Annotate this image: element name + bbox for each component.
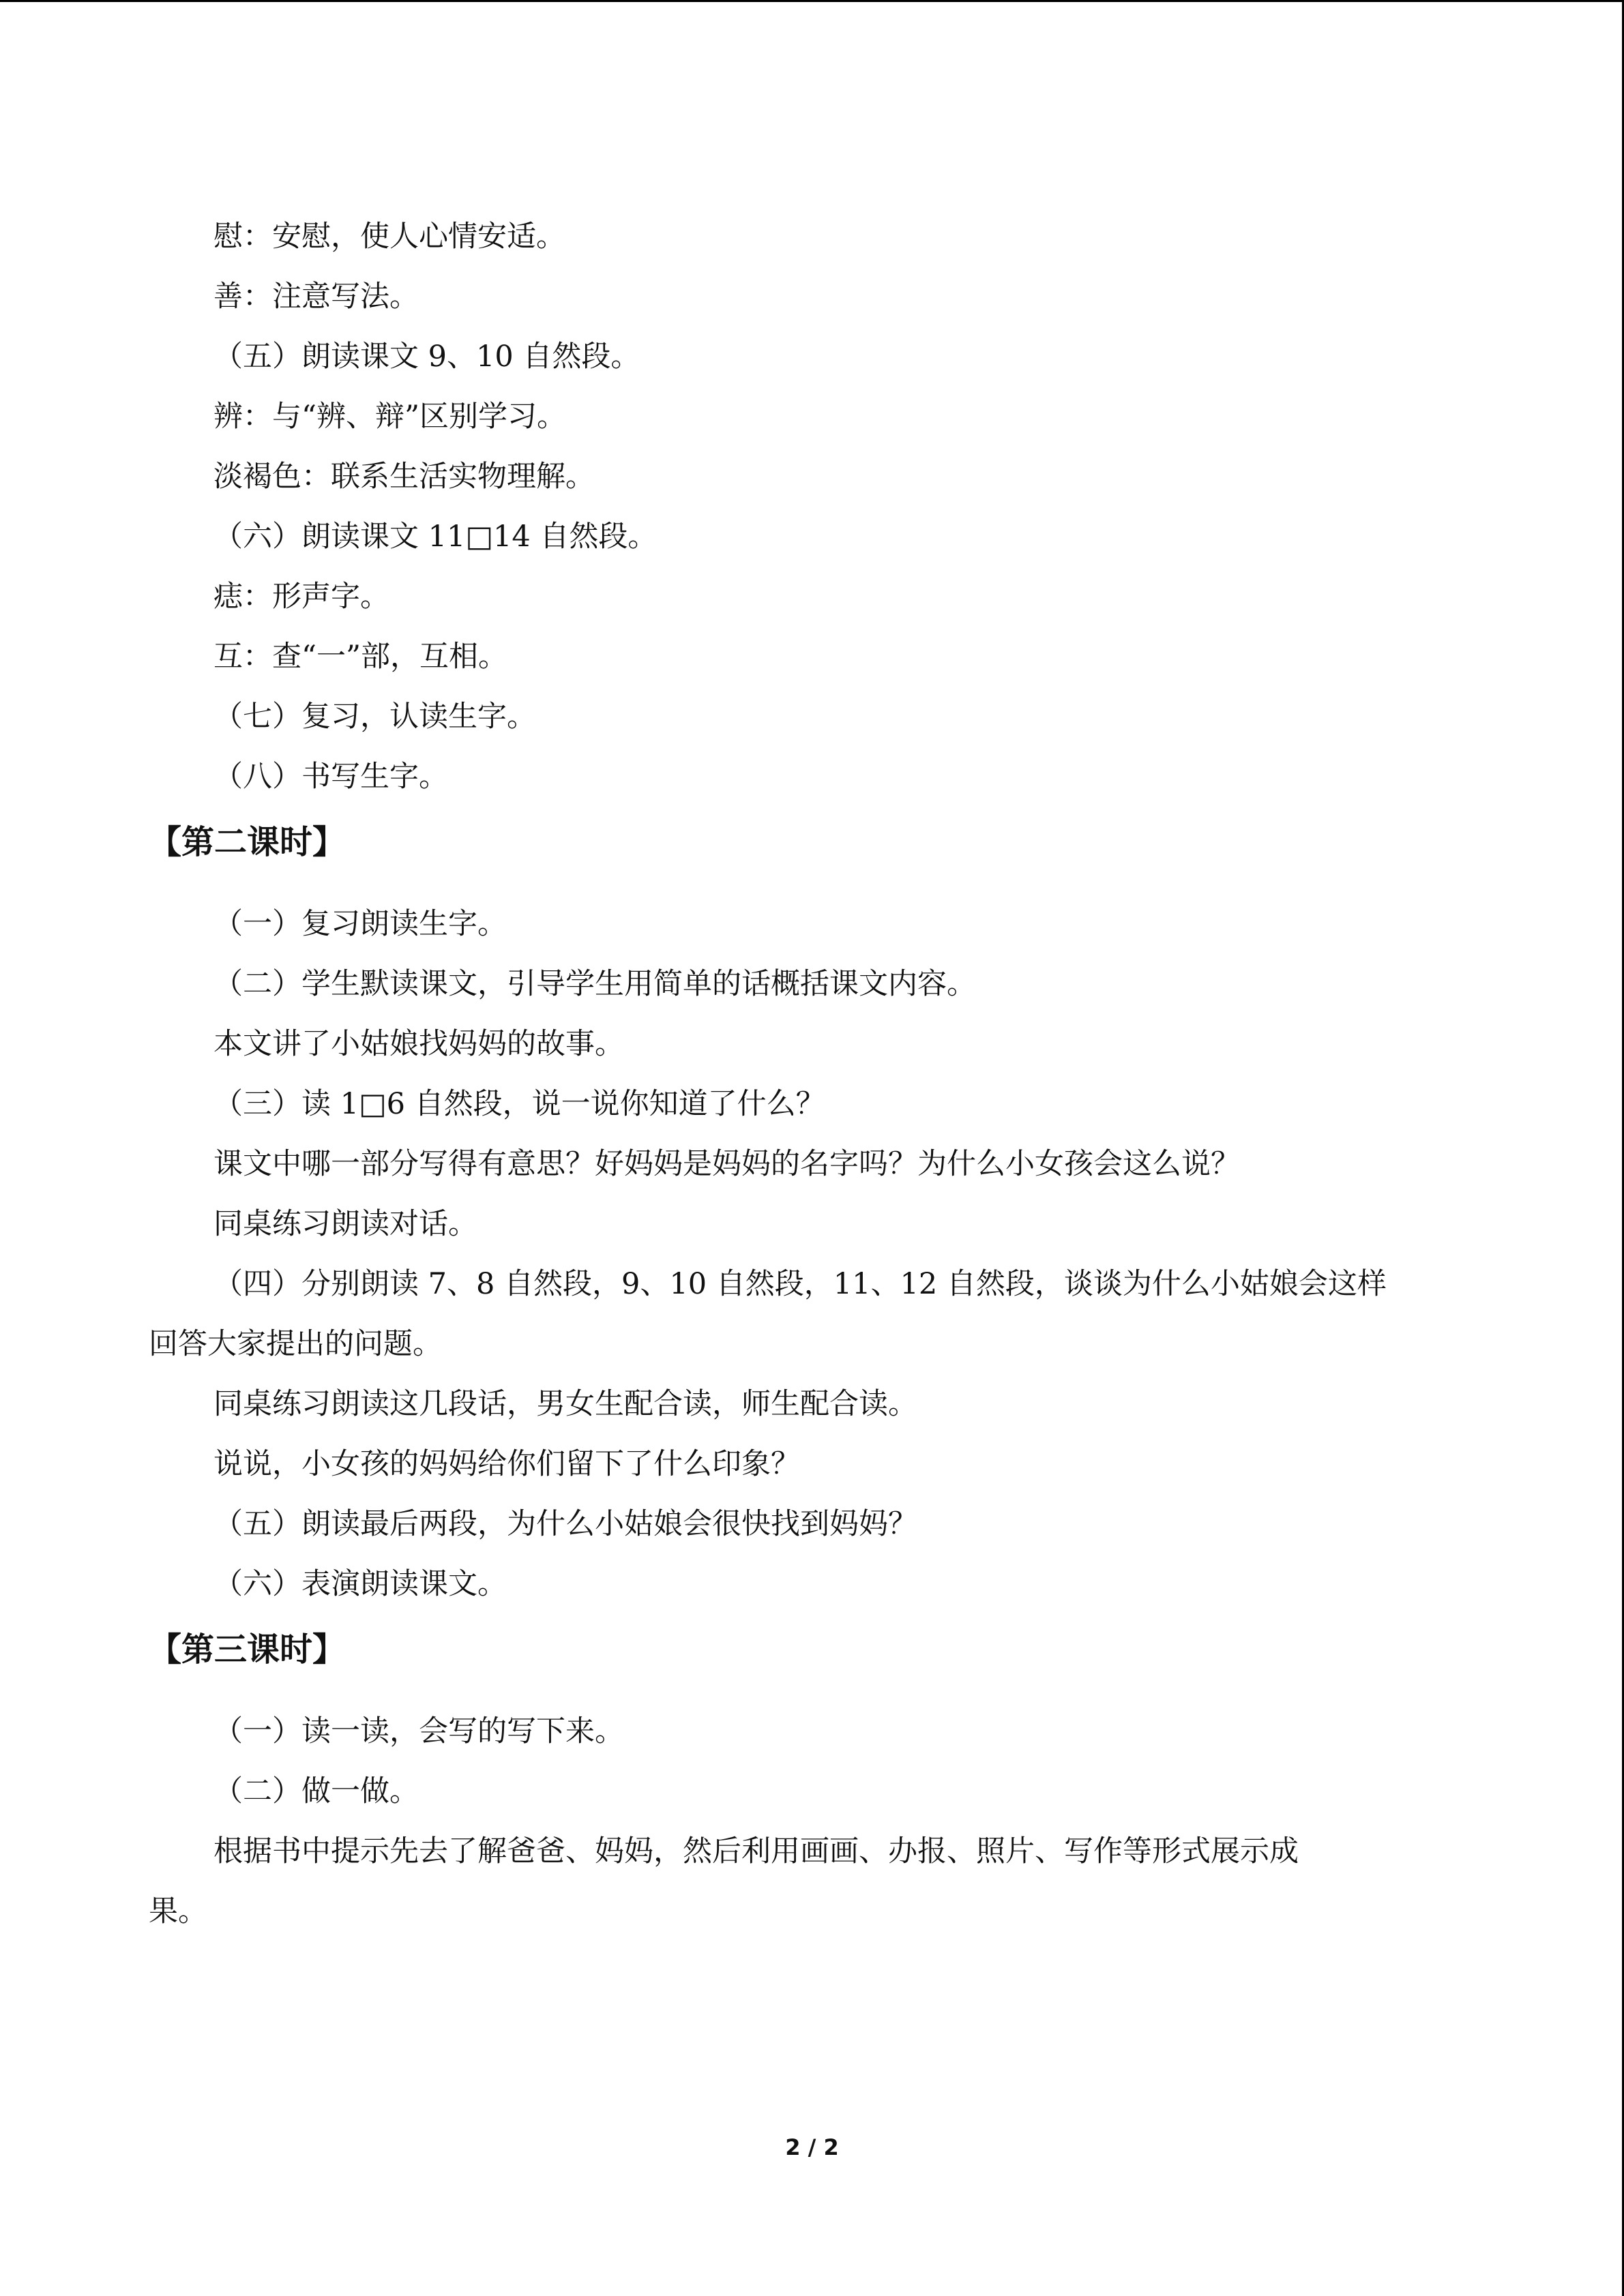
- section-heading-lesson-three: 【第三课时】: [149, 1630, 346, 1669]
- paragraph-line: 痣：形声字。: [213, 580, 389, 614]
- paragraph-line: 本文讲了小姑娘找妈妈的故事。: [213, 1027, 624, 1061]
- paragraph-line: （四）分别朗读 7、8 自然段，9、10 自然段，11、12 自然段，谈谈为什么小姑娘会这样: [213, 1267, 1387, 1301]
- paragraph-line: （五）朗读课文 9、10 自然段。: [213, 340, 640, 374]
- paragraph-line: 慰：安慰，使人心情安适。: [213, 220, 565, 254]
- page-number: 2 / 2: [785, 2134, 839, 2160]
- paragraph-line: 课文中哪一部分写得有意思？好妈妈是妈妈的名字吗？为什么小女孩会这么说？: [213, 1147, 1240, 1181]
- paragraph-line: 善：注意写法。: [213, 280, 419, 314]
- paragraph-line: （三）读 1□6 自然段，说一说你知道了什么？: [213, 1087, 825, 1121]
- paragraph-line: 淡褐色：联系生活实物理解。: [213, 460, 595, 494]
- paragraph-line-continuation: 果。: [149, 1894, 207, 1928]
- paragraph-line: （五）朗读最后两段，为什么小姑娘会很快找到妈妈？: [213, 1507, 917, 1541]
- paragraph-line: （七）复习，认读生字。: [213, 700, 536, 734]
- paragraph-line: （八）书写生字。: [213, 760, 448, 794]
- paragraph-line: 同桌练习朗读对话。: [213, 1207, 477, 1241]
- paragraph-line: 辨：与“辨、辩”区别学习。: [213, 400, 566, 434]
- paragraph-line: （六）表演朗读课文。: [213, 1567, 507, 1601]
- paragraph-line: （二）学生默读课文，引导学生用简单的话概括课文内容。: [213, 967, 976, 1001]
- paragraph-line: （一）复习朗读生字。: [213, 907, 507, 941]
- paragraph-line: 说说，小女孩的妈妈给你们留下了什么印象？: [213, 1447, 800, 1481]
- paragraph-line: 根据书中提示先去了解爸爸、妈妈，然后利用画画、办报、照片、写作等形式展示成: [213, 1834, 1299, 1868]
- paragraph-line: （二）做一做。: [213, 1774, 419, 1808]
- paragraph-line: （一）读一读，会写的写下来。: [213, 1714, 624, 1748]
- section-heading-lesson-two: 【第二课时】: [149, 823, 346, 861]
- paragraph-line-continuation: 回答大家提出的问题。: [149, 1327, 442, 1361]
- paragraph-line: 互：查“一”部，互相。: [213, 640, 507, 674]
- paragraph-line: 同桌练习朗读这几段话，男女生配合读，师生配合读。: [213, 1387, 917, 1421]
- paragraph-line: （六）朗读课文 11□14 自然段。: [213, 520, 658, 554]
